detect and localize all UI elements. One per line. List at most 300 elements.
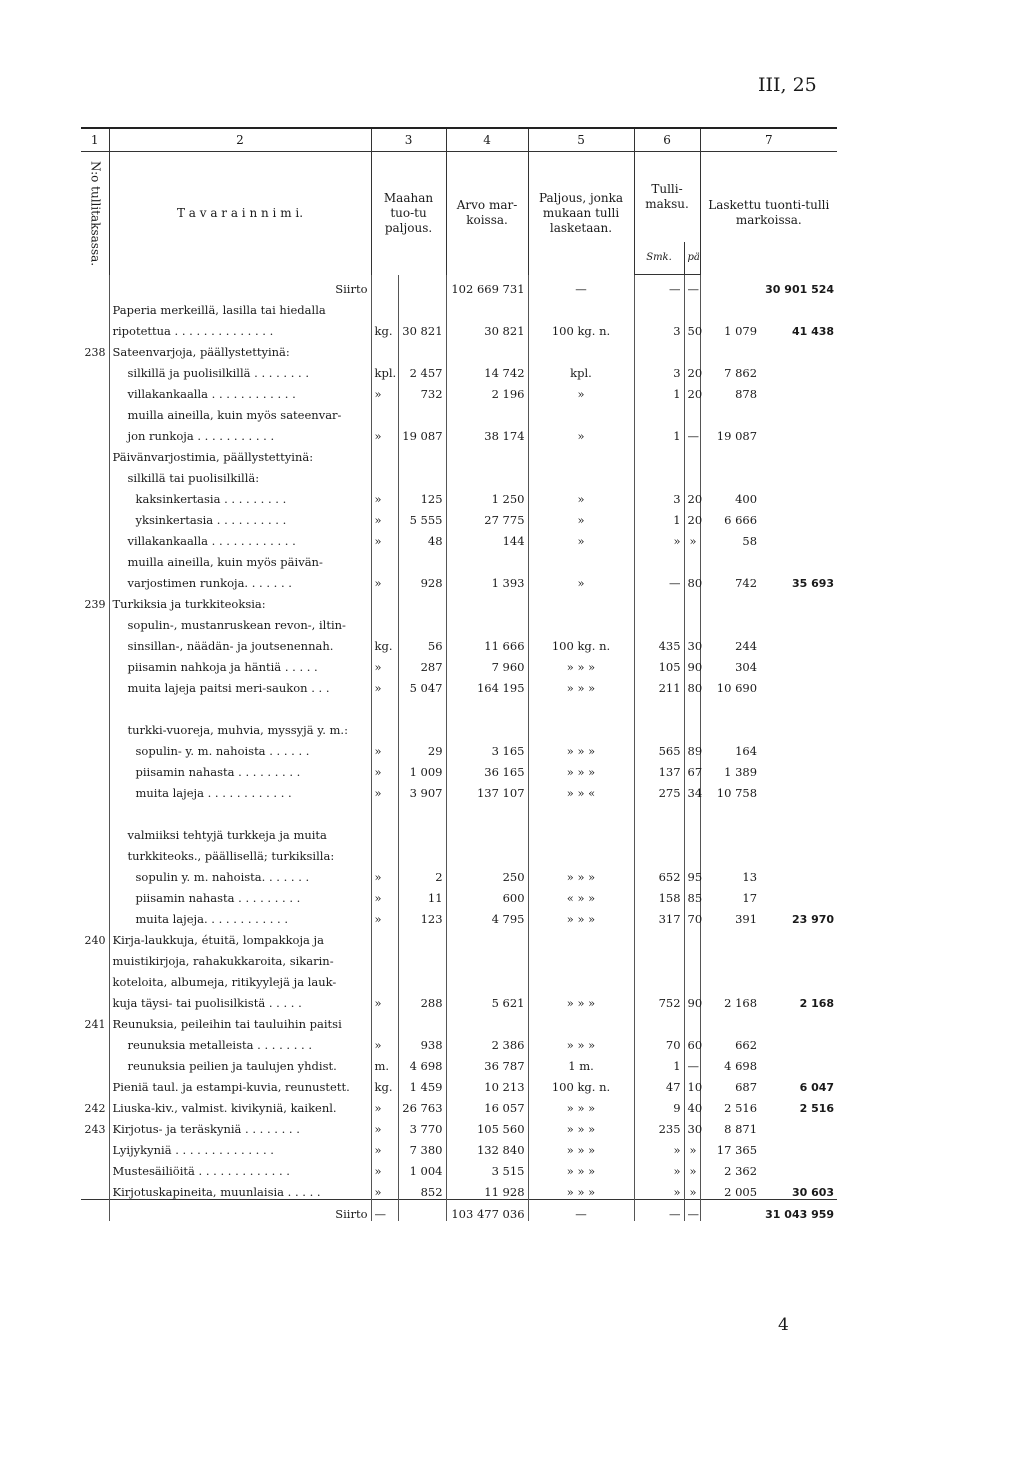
quantity-cell [398,926,446,947]
unit-cell: » [371,758,398,779]
tariff-penni-cell: 30 [684,1115,700,1136]
tariff-number-cell [81,1200,109,1222]
table-row [81,716,837,737]
tariff-penni-cell: — [684,1200,700,1222]
quantity-cell: 287 [398,653,446,674]
section-total-cell [760,296,837,317]
quantity-cell: 26 763 [398,1094,446,1115]
quantity-cell [398,275,446,297]
duty-basis-cell: » » » [528,905,634,926]
calculated-duty-cell: 687 [700,1073,760,1094]
calculated-duty-cell: 2 005 [700,1178,760,1200]
tariff-markka-cell: 211 [634,674,684,695]
quantity-cell [398,1200,446,1222]
duty-basis-cell [528,590,634,611]
calculated-duty-cell: 400 [700,485,760,506]
section-total-cell [760,1052,837,1073]
goods-name-cell: muilla aineilla, kuin myös päivän- [109,548,371,569]
footer-page-number: 4 [778,1315,789,1335]
table-row [81,611,837,632]
section-total-cell [760,611,837,632]
tariff-penni-cell: 20 [684,359,700,380]
calculated-duty-cell: 8 871 [700,1115,760,1136]
quantity-cell: 938 [398,1031,446,1052]
unit-cell: kg. [371,317,398,338]
section-total-cell [760,338,837,359]
calculated-duty-cell [700,275,760,297]
col-header-value: Arvo mar-koissa. [446,152,528,275]
tariff-penni-cell [684,821,700,842]
table-row [81,569,837,590]
tariff-number-cell [81,317,109,338]
table-row [81,842,837,863]
quantity-cell [398,968,446,989]
tariff-markka-cell: 9 [634,1094,684,1115]
tariff-penni-cell: 30 [684,632,700,653]
goods-name-cell: piisamin nahasta . . . . . . . . . [109,884,371,905]
unit-cell: » [371,863,398,884]
quantity-cell: 2 457 [398,359,446,380]
tariff-number-cell [81,779,109,800]
table-row [81,359,837,380]
goods-name-cell: muita lajeja . . . . . . . . . . . . [109,779,371,800]
unit-smk-label: Smk. [634,242,684,275]
unit-cell: » [371,653,398,674]
unit-cell: kg. [371,1073,398,1094]
section-total-cell: 2 168 [799,997,835,1010]
calculated-duty-cell [700,926,760,947]
quantity-cell: 29 [398,737,446,758]
quantity-cell [398,716,446,737]
table-row [81,506,837,527]
duty-basis-cell: » » » [528,863,634,884]
value-cell: 27 775 [446,506,528,527]
quantity-cell [398,338,446,359]
goods-name-cell: varjostimen runkoja. . . . . . . [109,569,371,590]
section-total-cell: 30 603 [791,1186,835,1199]
goods-name-cell: Lyijykyniä . . . . . . . . . . . . . . [109,1136,371,1157]
duty-basis-cell [528,842,634,863]
goods-name-cell: Reunuksia, peileihin tai tauluihin paitsi [109,1010,371,1031]
goods-name-cell: piisamin nahasta . . . . . . . . . [109,758,371,779]
duty-basis-cell: « » » [528,884,634,905]
col-header-tariff-number [81,152,109,275]
calculated-duty-cell: 10 690 [700,674,760,695]
tariff-markka-cell [634,821,684,842]
unit-cell: » [371,1115,398,1136]
calculated-duty-cell [700,821,760,842]
tariff-penni-cell: 20 [684,506,700,527]
value-cell: 38 174 [446,422,528,443]
tariff-penni-cell: 80 [684,674,700,695]
tariff-markka-cell: 317 [634,905,684,926]
tariff-number-cell [81,422,109,443]
unit-cell [371,800,398,821]
duty-basis-cell: » [528,485,634,506]
value-cell: 16 057 [446,1094,528,1115]
quantity-cell: 56 [398,632,446,653]
tariff-penni-cell: 85 [684,884,700,905]
goods-name-cell: silkillä ja puolisilkillä . . . . . . . . [109,359,371,380]
unit-cell: m. [371,1052,398,1073]
section-total-cell: 30 901 524 [765,283,835,296]
quantity-cell [398,296,446,317]
tariff-penni-cell: » [684,1136,700,1157]
tariff-penni-cell [684,800,700,821]
tariff-penni-cell: 34 [684,779,700,800]
calculated-duty-cell [700,548,760,569]
col-header-calculated-duty: Laskettu tuonti-tulli markoissa. [700,152,837,275]
tariff-penni-cell: 20 [684,485,700,506]
goods-name-cell: Turkiksia ja turkkiteoksia: [109,590,371,611]
quantity-cell: 3 770 [398,1115,446,1136]
value-cell: 4 795 [446,905,528,926]
unit-cell [371,716,398,737]
tariff-penni-cell: 80 [684,569,700,590]
tariff-penni-cell: 70 [684,905,700,926]
tariff-number-cell [81,611,109,632]
tariff-penni-cell: 90 [684,653,700,674]
duty-basis-cell: » » » [528,1136,634,1157]
tariff-penni-cell [684,842,700,863]
calculated-duty-cell: 2 516 [700,1094,760,1115]
table-row [81,758,837,779]
duty-basis-cell: » » « [528,779,634,800]
tariff-markka-cell [634,401,684,422]
tariff-number-cell [81,758,109,779]
tariff-markka-cell: 137 [634,758,684,779]
tariff-number-cell [81,548,109,569]
goods-name-cell: Liuska-kiv., valmist. kivikyniä, kaikenl. [109,1094,371,1115]
tariff-number-cell: 240 [84,934,106,947]
quantity-cell [398,1010,446,1031]
table-row [81,1052,837,1073]
value-cell [446,548,528,569]
quantity-cell: 7 380 [398,1136,446,1157]
value-cell: 10 213 [446,1073,528,1094]
calculated-duty-cell [700,842,760,863]
unit-cell: » [371,527,398,548]
value-cell: 137 107 [446,779,528,800]
section-total-cell [760,1136,837,1157]
column-label-row [81,152,837,243]
goods-name-cell: Kirjotuskapineita, muunlaisia . . . . . [109,1178,371,1200]
col-number-4: 4 [446,128,528,152]
unit-cell: » [371,422,398,443]
unit-cell: » [371,485,398,506]
tariff-markka-cell: 158 [634,884,684,905]
table-row [81,590,837,611]
calculated-duty-cell [700,968,760,989]
col-number-6: 6 [634,128,700,152]
goods-name-cell: Kirja-laukkuja, étuitä, lompakkoja ja [109,926,371,947]
calculated-duty-cell: 13 [700,863,760,884]
tariff-number-cell [81,1136,109,1157]
unit-cell: » [371,884,398,905]
unit-cell [371,926,398,947]
quantity-cell: 123 [398,905,446,926]
calculated-duty-cell: 17 [700,884,760,905]
value-cell: 11 666 [446,632,528,653]
duty-basis-cell [528,821,634,842]
duty-basis-cell: kpl. [528,359,634,380]
goods-name-cell: Mustesäiliöitä . . . . . . . . . . . . . [109,1157,371,1178]
unit-cell: » [371,1031,398,1052]
tariff-penni-cell: 20 [684,380,700,401]
carry-row [81,275,837,297]
unit-cell [371,464,398,485]
calculated-duty-cell: 2 362 [700,1157,760,1178]
section-total-cell [760,464,837,485]
duty-basis-cell: » [528,527,634,548]
value-cell: 1 393 [446,569,528,590]
table-row [81,821,837,842]
tariff-penni-cell: — [684,1052,700,1073]
table-row [81,1010,837,1031]
value-cell [446,821,528,842]
unit-cell: » [371,737,398,758]
value-cell [446,611,528,632]
section-total-cell: 31 043 959 [760,1200,837,1222]
tariff-markka-cell [634,590,684,611]
section-total-cell [760,779,837,800]
tariff-markka-cell: » [634,1157,684,1178]
tariff-markka-cell: » [634,1178,684,1200]
value-cell [446,695,528,716]
tariff-penni-cell: » [684,1178,700,1200]
quantity-cell [398,464,446,485]
tariff-number-cell [81,821,109,842]
tariff-number-cell [81,716,109,737]
table-row [81,737,837,758]
section-total-cell [760,842,837,863]
unit-cell: » [371,506,398,527]
calculated-duty-cell [700,464,760,485]
unit-cell: — [371,1200,398,1222]
goods-name-cell [109,695,371,716]
tariff-markka-cell: 1 [634,1052,684,1073]
unit-cell [371,443,398,464]
tariff-number-cell [81,1073,109,1094]
tariff-penni-cell [684,716,700,737]
table-row [81,1031,837,1052]
value-cell: 36 787 [446,1052,528,1073]
tariff-number-cell [81,569,109,590]
tariff-number-cell [81,296,109,317]
section-total-cell: 41 438 [791,325,835,338]
goods-name-cell: koteloita, albumeja, ritikyylejä ja lauk- [109,968,371,989]
duty-basis-cell [528,800,634,821]
duty-basis-cell: » [528,422,634,443]
tariff-number-cell: 238 [84,346,106,359]
page-number: III, 25 [758,74,817,96]
value-cell: 2 196 [446,380,528,401]
quantity-cell: 1 004 [398,1157,446,1178]
tariff-markka-cell [634,947,684,968]
duty-basis-cell: » » » [528,989,634,1010]
value-cell: 103 477 036 [446,1200,528,1222]
unit-cell: » [371,569,398,590]
unit-cell [371,968,398,989]
customs-ledger-table [81,127,837,1221]
duty-basis-cell [528,464,634,485]
tariff-markka-cell [634,443,684,464]
tariff-number-cell [81,485,109,506]
tariff-penni-cell: » [684,527,700,548]
calculated-duty-cell [700,1010,760,1031]
tariff-penni-cell: » [684,1157,700,1178]
value-cell: 14 742 [446,359,528,380]
calculated-duty-cell [700,800,760,821]
goods-name-cell: ripotettua . . . . . . . . . . . . . . [109,317,371,338]
section-total-cell [760,548,837,569]
goods-name-cell: reunuksia metalleista . . . . . . . . [109,1031,371,1052]
table-row [81,1178,837,1200]
section-total-cell [760,506,837,527]
table-row [81,443,837,464]
tariff-penni-cell [684,548,700,569]
quantity-cell: 125 [398,485,446,506]
duty-basis-cell: » [528,569,634,590]
section-total-cell [760,968,837,989]
table-row [81,422,837,443]
unit-cell [371,338,398,359]
value-cell: 1 250 [446,485,528,506]
duty-basis-cell: 1 m. [528,1052,634,1073]
calculated-duty-cell [700,590,760,611]
quantity-cell: 1 459 [398,1073,446,1094]
section-total-cell: 6 047 [799,1081,835,1094]
calculated-duty-cell [700,716,760,737]
calculated-duty-cell: 304 [700,653,760,674]
unit-cell [371,275,398,297]
section-total-cell [760,926,837,947]
duty-basis-cell: — [528,1200,634,1222]
value-cell: 250 [446,863,528,884]
table-row [81,674,837,695]
tariff-markka-cell [634,695,684,716]
tariff-number-cell: 243 [84,1123,106,1136]
quantity-cell [398,842,446,863]
quantity-cell: 4 698 [398,1052,446,1073]
duty-basis-cell: » » » [528,1115,634,1136]
table-row [81,1115,837,1136]
tariff-penni-cell [684,296,700,317]
duty-basis-cell [528,443,634,464]
column-number-row [81,128,837,152]
value-cell [446,842,528,863]
table-row [81,947,837,968]
tariff-number-cell [81,800,109,821]
calculated-duty-cell: 878 [700,380,760,401]
table-row [81,926,837,947]
calculated-duty-cell: 1 079 [700,317,760,338]
duty-basis-cell [528,1010,634,1031]
tariff-markka-cell: — [634,1200,684,1222]
table-row [81,464,837,485]
goods-name-cell: villakankaalla . . . . . . . . . . . . [109,527,371,548]
tariff-penni-cell: 40 [684,1094,700,1115]
tariff-markka-cell [634,842,684,863]
tariff-number-cell [81,737,109,758]
tariff-penni-cell: 10 [684,1073,700,1094]
quantity-cell [398,590,446,611]
calculated-duty-cell [700,296,760,317]
tariff-markka-cell [634,800,684,821]
tariff-number-cell [81,380,109,401]
tariff-markka-cell [634,338,684,359]
table-row [81,317,837,338]
section-total-cell [760,632,837,653]
unit-cell [371,401,398,422]
unit-cell [371,611,398,632]
unit-cell [371,695,398,716]
tariff-markka-cell [634,716,684,737]
quantity-cell: 2 [398,863,446,884]
unit-cell: » [371,1136,398,1157]
goods-name-cell: kaksinkertasia . . . . . . . . . [109,485,371,506]
section-total-cell [760,359,837,380]
tariff-number-cell [81,506,109,527]
goods-name-cell: sopulin-, mustanruskean revon-, iltin- [109,611,371,632]
duty-basis-cell [528,968,634,989]
tariff-markka-cell: 3 [634,317,684,338]
unit-cell: kg. [371,632,398,653]
table-row [81,884,837,905]
value-cell: 164 195 [446,674,528,695]
duty-basis-cell: » » » [528,653,634,674]
goods-name-cell: sopulin- y. m. nahoista . . . . . . [109,737,371,758]
table-row [81,800,837,821]
duty-basis-cell: » » » [528,674,634,695]
tariff-markka-cell: » [634,1136,684,1157]
calculated-duty-cell: 7 862 [700,359,760,380]
table-body [81,275,837,1222]
goods-name-cell: kuja täysi- tai puolisilkistä . . . . . [109,989,371,1010]
table-header [81,128,837,275]
carry-row [81,1200,837,1222]
tariff-markka-cell [634,926,684,947]
calculated-duty-cell: 662 [700,1031,760,1052]
col-header-duty-basis: Paljous, jonka mukaan tulli lasketaan. [528,152,634,275]
goods-name-cell [109,800,371,821]
quantity-cell [398,947,446,968]
table-row [81,296,837,317]
quantity-cell: 1 009 [398,758,446,779]
tariff-number-cell [81,884,109,905]
calculated-duty-cell: 742 [700,569,760,590]
tariff-number-cell [81,863,109,884]
unit-cell: » [371,1178,398,1200]
tariff-markka-cell: 565 [634,737,684,758]
tariff-penni-cell [684,968,700,989]
tariff-markka-cell: » [634,527,684,548]
duty-basis-cell: 100 kg. n. [528,1073,634,1094]
duty-basis-cell [528,548,634,569]
section-total-cell [760,422,837,443]
calculated-duty-cell [700,611,760,632]
unit-cell: » [371,989,398,1010]
tariff-penni-cell [684,401,700,422]
value-cell: 5 621 [446,989,528,1010]
duty-basis-cell: » [528,506,634,527]
duty-basis-cell: » » » [528,1094,634,1115]
unit-cell: » [371,1157,398,1178]
quantity-cell: 852 [398,1178,446,1200]
tariff-markka-cell [634,548,684,569]
duty-basis-cell [528,947,634,968]
duty-basis-cell [528,695,634,716]
